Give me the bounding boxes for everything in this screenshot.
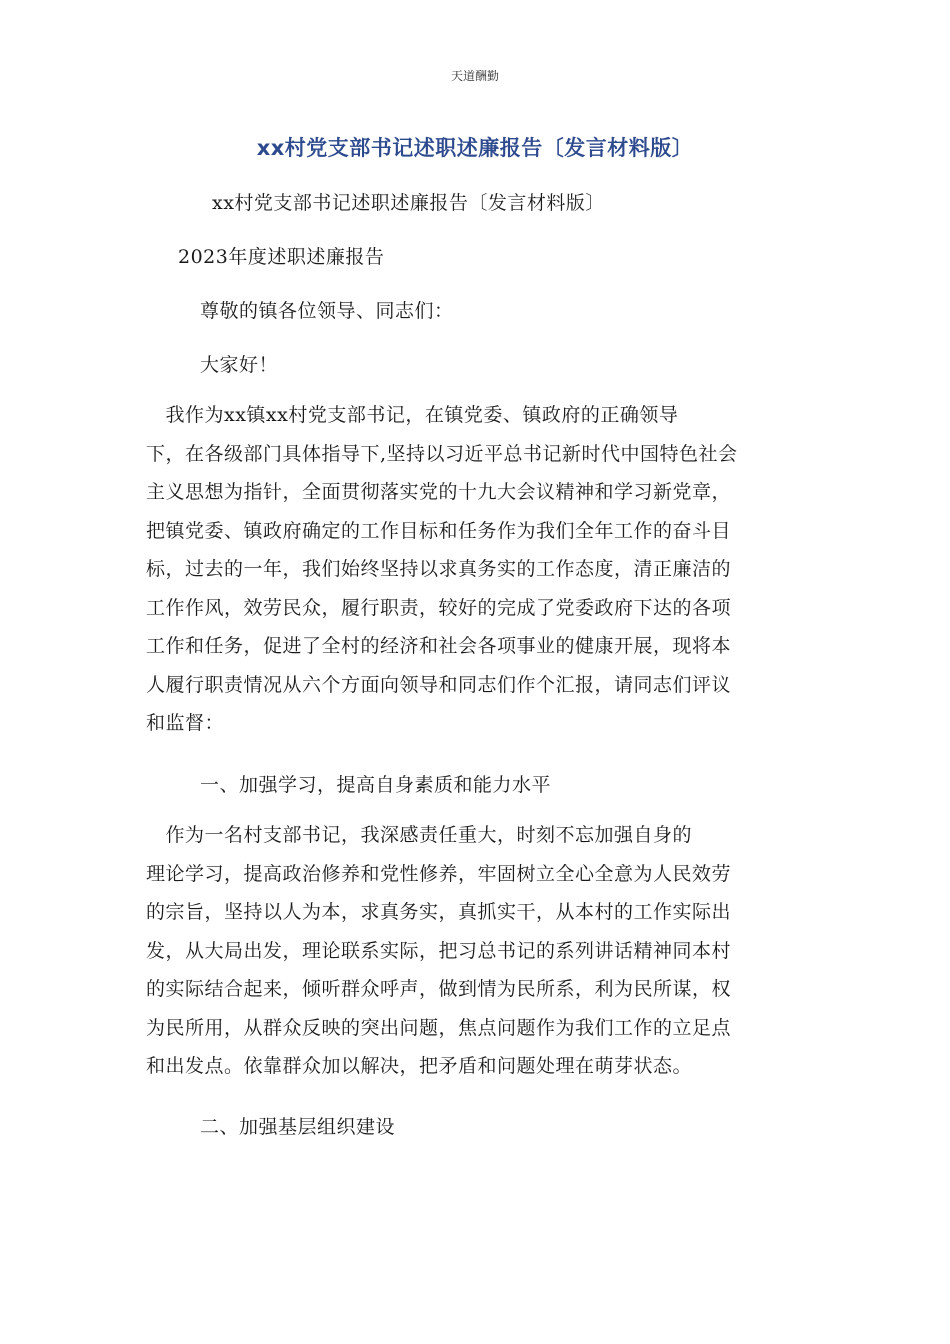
- paragraph-line: 为民所用，从群众反映的突出问题，焦点问题作为我们工作的立足点: [146, 1016, 732, 1039]
- paragraph-intro: [146, 396, 806, 743]
- paragraph-line: 工作和任务，促进了全村的经济和社会各项事业的健康开展，现将本: [146, 635, 732, 657]
- document-title: xx村党支部书记述职述廉报告〔发言材料版〕: [256, 136, 694, 160]
- paragraph-line: 的实际结合起来，倾听群众呼声，做到情为民所系，利为民所谋，权: [146, 978, 732, 1000]
- paragraph-line: 和监督：: [146, 712, 225, 734]
- paragraph-line: 工作作风，效劳民众，履行职责，较好的完成了党委政府下达的各项: [146, 596, 732, 619]
- paragraph-line: 和出发点。依靠群众加以解决，把矛盾和问题处理在萌芽状态。: [146, 1055, 693, 1077]
- paragraph-line: 作为一名村支部书记，我深感责任重大，时刻不忘加强自身的: [146, 824, 693, 846]
- paragraph-study: [146, 816, 806, 1086]
- paragraph-line: 下，在各级部门具体指导下,坚持以习近平总书记新时代中国特色社会: [146, 442, 738, 465]
- paragraph-line: 发，从大局出发，理论联系实际，把习总书记的系列讲话精神同本村: [146, 939, 732, 962]
- greeting: 大家好！: [200, 354, 279, 376]
- report-year-line: 2023年度述职述廉报告: [178, 246, 385, 268]
- document-subtitle: xx村党支部书记述职述廉报告〔发言材料版〕: [212, 192, 605, 214]
- paragraph-line: 把镇党委、镇政府确定的工作目标和任务作为我们全年工作的奋斗目: [146, 519, 732, 542]
- paragraph-line: 我作为xx镇xx村党支部书记，在镇党委、镇政府的正确领导: [146, 404, 679, 426]
- paragraph-line: 标，过去的一年，我们始终坚持以求真务实的工作态度，清正廉洁的: [146, 558, 732, 580]
- section-heading-2: 二、加强基层组织建设: [200, 1116, 396, 1138]
- paragraph-line: 理论学习，提高政治修养和党性修养，牢固树立全心全意为人民效劳: [146, 862, 732, 885]
- header-mark: 天道酬勤: [450, 69, 499, 83]
- salutation: 尊敬的镇各位领导、同志们：: [200, 300, 454, 322]
- paragraph-line: 人履行职责情况从六个方面向领导和同志们作个汇报，请同志们评议: [146, 673, 732, 696]
- section-heading-1: 一、加强学习，提高自身素质和能力水平: [200, 774, 552, 796]
- paragraph-line: 主义思想为指针，全面贯彻落实党的十九大会议精神和学习新党章，: [146, 481, 732, 503]
- paragraph-line: 的宗旨，坚持以人为本，求真务实，真抓实干，从本村的工作实际出: [146, 901, 732, 923]
